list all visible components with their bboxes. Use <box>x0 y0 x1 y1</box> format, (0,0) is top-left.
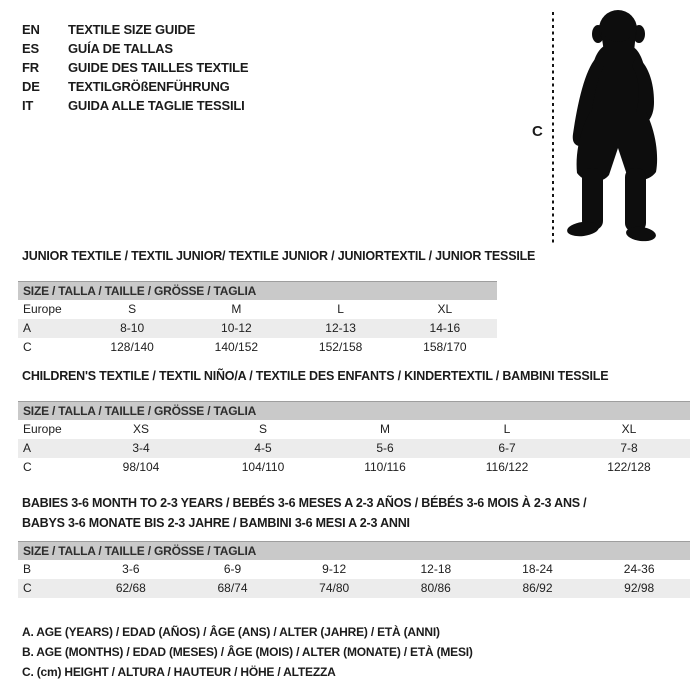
language-label: TEXTILGRÖßENFÜHRUNG <box>68 79 230 94</box>
language-code: DE <box>22 79 40 94</box>
toddler-silhouette-icon <box>560 8 664 248</box>
row-label: B <box>23 562 32 576</box>
row-label: C <box>23 340 32 354</box>
legend-line-a: A. AGE (YEARS) / EDAD (AÑOS) / ÂGE (ANS) / ALTER (JAHRE) / ETÀ (ANNI) <box>22 625 440 639</box>
section-title-line2: BABYS 3-6 MONATE BIS 2-3 JAHRE / BAMBINI 3-6 MESI A 2-3 ANNI <box>22 516 410 530</box>
height-measure-label: C <box>532 123 543 140</box>
language-row <box>22 20 248 39</box>
table-cell: L <box>337 302 344 316</box>
legend-line-b: B. AGE (MONTHS) / EDAD (MESES) / ÂGE (MOIS) / ALTER (MONATE) / ETÀ (MESI) <box>22 645 473 659</box>
language-code: IT <box>22 98 34 113</box>
table-cell: 122/128 <box>607 460 651 474</box>
table-row <box>18 338 497 357</box>
language-row <box>22 39 248 58</box>
table-row <box>18 420 690 439</box>
table-row <box>18 560 690 579</box>
language-label: GUÍA DE TALLAS <box>68 41 173 56</box>
table-cell: 152/158 <box>318 340 363 354</box>
table-cell: 6-9 <box>223 562 242 576</box>
table-cell: S <box>128 302 137 316</box>
table-cell: 9-12 <box>322 562 347 576</box>
table-cell: 18-24 <box>522 562 553 576</box>
row-label: Europe <box>23 422 62 436</box>
language-row <box>22 58 248 77</box>
language-label: GUIDA ALLE TAGLIE TESSILI <box>68 98 245 113</box>
table-cell: M <box>380 422 390 436</box>
section-childrens-textile <box>18 369 690 477</box>
table-cell: 12-13 <box>325 321 356 335</box>
table-cell: 74/80 <box>319 581 350 595</box>
table-cell: S <box>258 422 267 436</box>
row-label: A <box>23 441 32 455</box>
row-label: Europe <box>23 302 62 316</box>
table-cell: 5-6 <box>376 441 394 455</box>
table-cell: 8-10 <box>120 321 145 335</box>
size-table <box>18 420 690 477</box>
row-label: C <box>23 581 32 595</box>
row-label: A <box>23 321 32 335</box>
language-list <box>22 20 248 115</box>
table-cell: XL <box>437 302 453 316</box>
table-cell: 4-5 <box>254 441 272 455</box>
language-row <box>22 96 248 115</box>
size-table <box>18 300 497 357</box>
table-cell: 104/110 <box>241 460 285 474</box>
language-code: EN <box>22 22 40 37</box>
section-title: CHILDREN'S TEXTILE / TEXTIL NIÑO/A / TEXTILE DES ENFANTS / KINDERTEXTIL / BAMBINI TESSILE <box>22 369 609 383</box>
language-code: ES <box>22 41 39 56</box>
table-cell: 3-4 <box>132 441 150 455</box>
table-cell: 14-16 <box>429 321 461 335</box>
table-cell: 62/68 <box>115 581 146 595</box>
table-row <box>18 319 497 338</box>
size-header-bar: SIZE / TALLA / TAILLE / GRÖSSE / TAGLIA <box>18 541 690 560</box>
table-cell: 92/98 <box>624 581 655 595</box>
height-measure-dashed-line <box>552 12 554 243</box>
section-junior-textile <box>18 249 536 357</box>
table-cell: 80/86 <box>420 581 451 595</box>
language-row <box>22 77 248 96</box>
table-cell: XL <box>621 422 637 436</box>
row-label: C <box>23 460 32 474</box>
section-title: JUNIOR TEXTILE / TEXTIL JUNIOR/ TEXTILE JUNIOR / JUNIORTEXTIL / JUNIOR TESSILE <box>22 249 536 263</box>
table-cell: 7-8 <box>620 441 638 455</box>
table-cell: 140/152 <box>214 340 259 354</box>
language-label: TEXTILE SIZE GUIDE <box>68 22 196 37</box>
table-cell: 86/92 <box>522 581 553 595</box>
legend-line-c: C. (cm) HEIGHT / ALTURA / HAUTEUR / HÖHE / ALTEZZA <box>22 665 336 679</box>
table-cell: M <box>231 302 242 316</box>
table-cell: 24-36 <box>623 562 655 576</box>
table-cell: 3-6 <box>122 562 140 576</box>
table-cell: XS <box>132 422 149 436</box>
table-cell: 128/140 <box>110 340 154 354</box>
table-row <box>18 579 690 598</box>
table-cell: 98/104 <box>122 460 160 474</box>
table-cell: 110/116 <box>364 460 406 474</box>
table-cell: 12-18 <box>420 562 452 576</box>
legend <box>22 622 473 682</box>
table-row <box>18 439 690 458</box>
section-babies-textile <box>18 493 690 598</box>
table-row <box>18 300 497 319</box>
table-cell: 6-7 <box>498 441 516 455</box>
table-cell: 10-12 <box>221 321 252 335</box>
size-header-bar: SIZE / TALLA / TAILLE / GRÖSSE / TAGLIA <box>18 401 690 420</box>
table-cell: 158/170 <box>423 340 467 354</box>
table-cell: 116/122 <box>485 460 529 474</box>
size-header-bar: SIZE / TALLA / TAILLE / GRÖSSE / TAGLIA <box>18 281 497 300</box>
table-cell: 68/74 <box>217 581 248 595</box>
table-cell: L <box>503 422 511 436</box>
language-code: FR <box>22 60 39 75</box>
table-row <box>18 458 690 477</box>
section-title-line1: BABIES 3-6 MONTH TO 2-3 YEARS / BEBÉS 3-6 MESES A 2-3 AÑOS / BÉBÉS 3-6 MOIS À 2-3 ANS / <box>22 496 587 510</box>
size-table <box>18 560 690 598</box>
language-label: GUIDE DES TAILLES TEXTILE <box>68 60 249 75</box>
